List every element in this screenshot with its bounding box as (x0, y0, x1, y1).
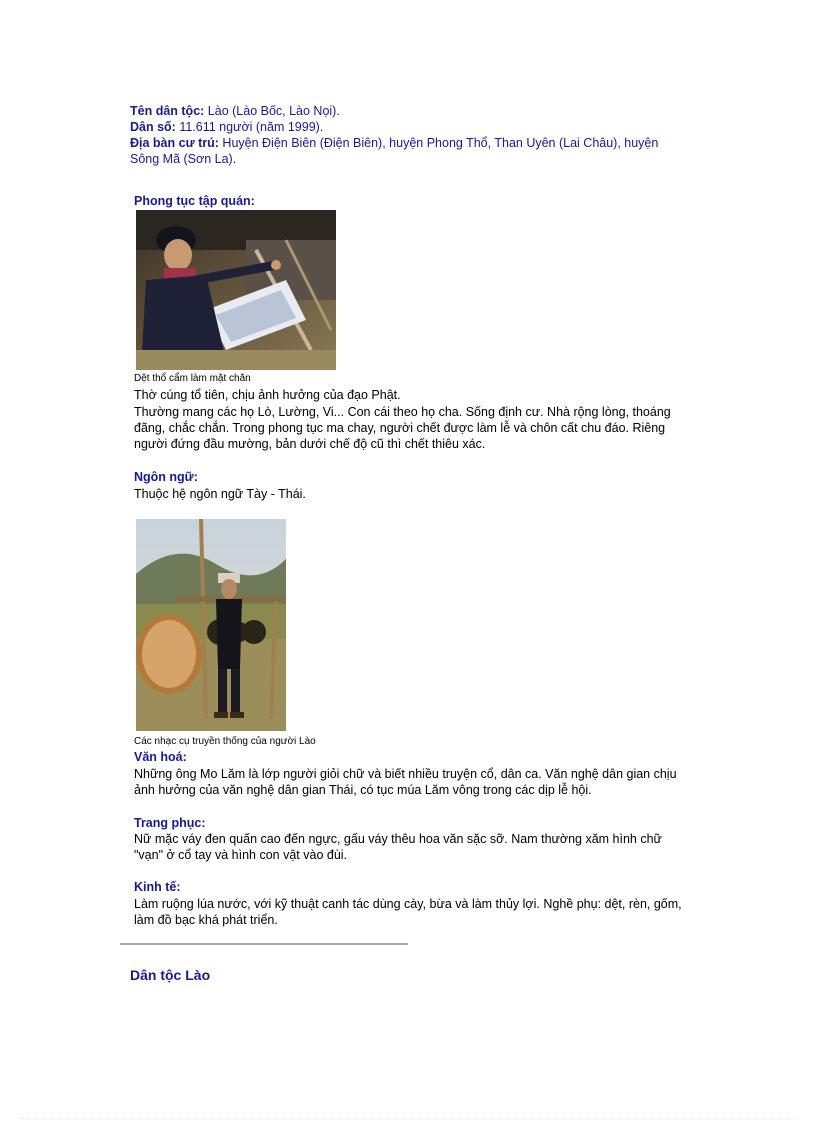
costume-text: Nữ mặc váy đen quấn cao đến ngực, gấu váy thêu hoa văn sặc sỡ. Nam thường xăm hình chữ "vạn" ở cổ tay và hình con vật vào đùi. (134, 832, 662, 862)
footer-title: Dân tộc Lào (130, 967, 211, 983)
ethnic-name-label: Tên dân tộc: (130, 104, 205, 118)
residence-label: Địa bàn cư trú: (130, 136, 219, 150)
instruments-image (136, 519, 286, 731)
economy-text: Làm ruộng lúa nước, với kỹ thuật canh tác dùng cày, bừa và làm thủy lợi. Nghề phụ: dệt, rèn, gốm, làm đồ bạc khá phát triển. (134, 897, 682, 927)
language-text: Thuộc hệ ngôn ngữ Tày - Thái. (134, 487, 306, 501)
population-value: 11.611 người (năm 1999). (179, 120, 324, 134)
population-label: Dân số: (130, 120, 176, 134)
culture-title: Văn hoá: (134, 750, 187, 764)
customs-title: Phong tục tập quán: (134, 194, 255, 208)
residence-row (130, 135, 670, 167)
weaving-photo (136, 210, 336, 370)
page-bottom-divider (20, 1118, 796, 1119)
weaving-caption: Dệt thổ cẩm làm mặt chăn (134, 373, 251, 384)
section-divider (120, 943, 408, 945)
ethnic-name-row (130, 103, 670, 119)
language-title: Ngôn ngữ: (134, 470, 198, 484)
header-info (130, 103, 670, 167)
instruments-photo (136, 519, 286, 731)
customs-line2: Thường mang các họ Lò, Lường, Vi... Con cái theo họ cha. Sống định cư. Nhà rộng lòng, thoáng đãng, chắc chắn. Trong phong tục ma chay, người chết được làm lễ và chôn cất chu đáo. Riêng người đứng đầu mường, bản dưới chế độ cũ thì chết thiêu xác. (134, 405, 671, 451)
customs-line1: Thờ cúng tổ tiên, chịu ảnh hưởng của đạo Phật. (134, 388, 401, 402)
instruments-caption: Các nhạc cụ truyền thống của người Lào (134, 736, 316, 747)
weaving-image (136, 210, 336, 370)
ethnic-name-value: Lào (Lào Bốc, Lào Nọi). (207, 104, 340, 118)
population-row (130, 119, 670, 135)
culture-text: Những ông Mo Lăm là lớp người giỏi chữ và biết nhiều truyện cổ, dân ca. Văn nghệ dân gian chịu ảnh hưởng của văn nghệ dân gian Thái, có tục múa Lăm vông trong các dịp lễ hội. (134, 767, 677, 797)
costume-title: Trang phục: (134, 816, 206, 830)
economy-title: Kinh tế: (134, 880, 181, 894)
residence-value: Huyện Điện Biên (Điện Biên), huyện Phong Thổ, Than Uyên (Lai Châu), huyện Sông Mã (Sơn La). (130, 136, 659, 166)
